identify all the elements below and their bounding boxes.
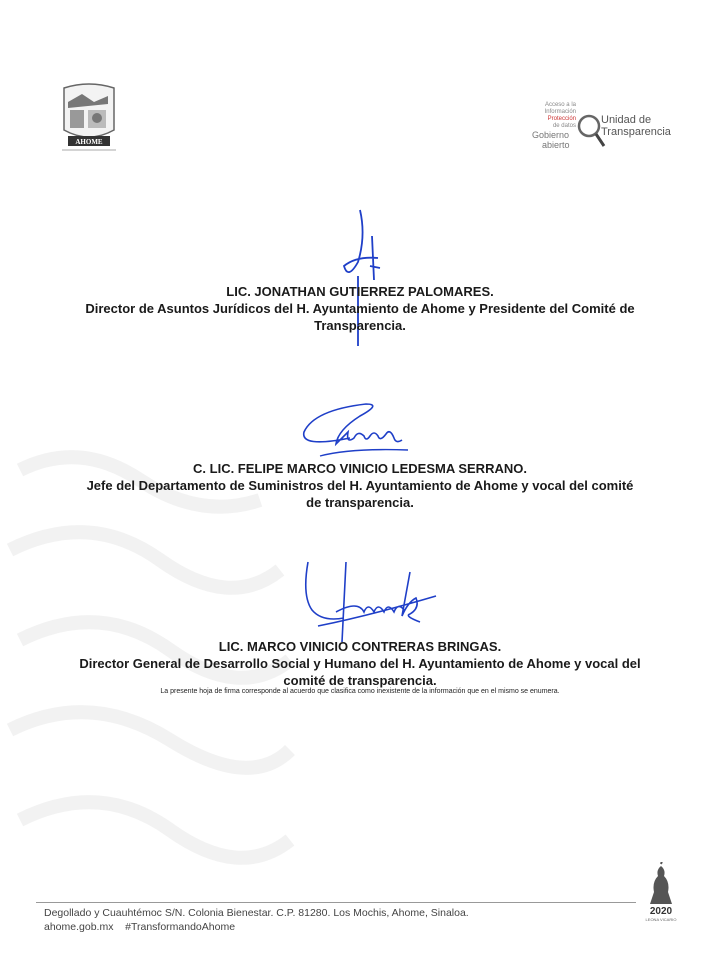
logo-unit-line1: Unidad de [601,114,652,126]
signatory-title: Director de Asuntos Jurídicos del H. Ayuntamiento de Ahome y Presidente del Comité de Transparencia. [85,301,635,333]
year-label: 2020 [649,906,673,917]
signatory-name: LIC. MARCO VINICIO CONTRERAS BRINGAS. [218,639,502,654]
footer-divider [36,902,636,903]
logo-unit-line2: Transparencia [601,126,671,138]
footer-web: ahome.gob.mx #TransformandoAhome [44,921,236,933]
logo-abierto-text: abierto [542,140,570,150]
signature-block-3 [40,638,680,689]
footer-address: Degollado y Cuauhtémoc S/N. Colonia Bienestar. C.P. 81280. Los Mochis, Ahome, Sinaloa. [44,907,469,919]
leona-vicario-2020-logo [636,862,686,934]
leona-vicario-figure-icon [636,862,686,906]
signatory-title: Director General de Desarrollo Social y Humano del H. Ayuntamiento de Ahome y vocal del comité de transparencia. [79,656,641,688]
ahome-coat-of-arms-logo [58,78,120,168]
logo-small-line: Información [544,109,576,115]
logo-small-line: Acceso a la [544,102,576,108]
year-sublabel: LEONA VICARIO [645,917,677,922]
signatory-name: C. LIC. FELIPE MARCO VINICIO LEDESMA SERRANO. [193,461,527,476]
signatory-name: LIC. JONATHAN GUTIERREZ PALOMARES. [226,284,494,299]
logo-small-line: de datos [552,123,576,129]
signature-page-note: La presente hoja de firma corresponde al acuerdo que clasifica como inexistente de la información que en el mismo se enumera. [160,688,560,695]
signature-block-1 [40,283,680,334]
ahome-logo-label: AHOME [75,138,103,146]
signature-2 [290,398,414,468]
logo-small-line: Protección [547,116,576,122]
signature-block-2 [40,460,680,511]
logo-gobierno-text: Gobierno [532,130,570,140]
signatory-title: Jefe del Departamento de Suministros del H. Ayuntamiento de Ahome y vocal del comité de transparencia. [86,478,634,510]
transparency-unit-logo [526,100,686,154]
footer [44,906,469,934]
